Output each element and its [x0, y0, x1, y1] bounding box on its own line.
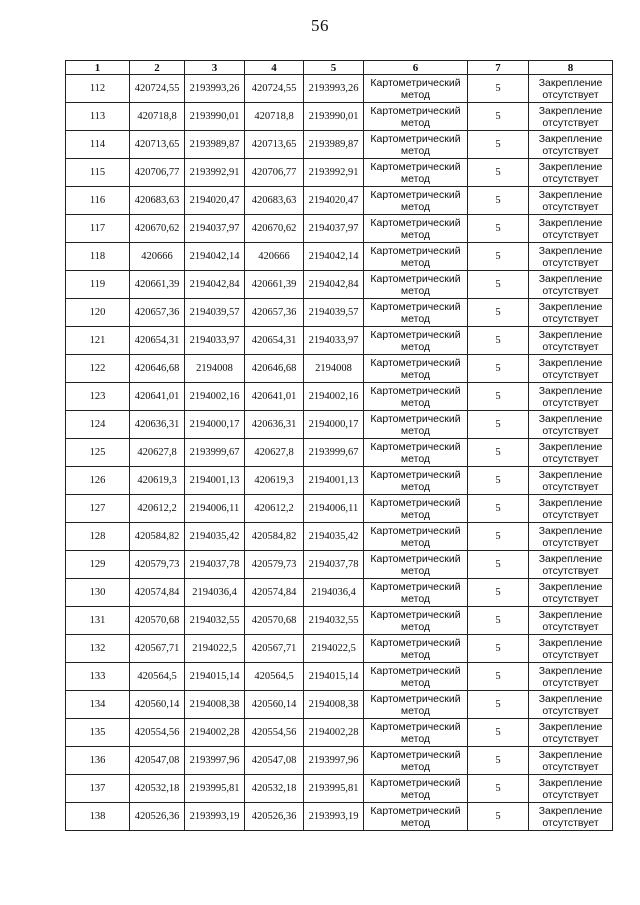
table-row	[66, 523, 613, 551]
x-refined-cell: 420526,36	[245, 803, 304, 831]
point-number-cell: 121	[66, 327, 130, 355]
fixing-cell: Закрепление отсутствует	[529, 355, 613, 383]
fixing-cell: Закрепление отсутствует	[529, 467, 613, 495]
method-cell: Картометрический метод	[364, 439, 468, 467]
y-existing-cell: 2194035,42	[185, 523, 245, 551]
header-cell: 8	[529, 61, 613, 75]
method-cell: Картометрический метод	[364, 523, 468, 551]
method-cell: Картометрический метод	[364, 243, 468, 271]
point-number-cell: 112	[66, 75, 130, 103]
x-refined-cell: 420718,8	[245, 103, 304, 131]
fixing-cell: Закрепление отсутствует	[529, 75, 613, 103]
point-number-cell: 132	[66, 635, 130, 663]
fixing-cell: Закрепление отсутствует	[529, 803, 613, 831]
y-refined-cell: 2193990,01	[304, 103, 364, 131]
point-number-cell: 129	[66, 551, 130, 579]
y-refined-cell: 2193992,91	[304, 159, 364, 187]
y-refined-cell: 2193999,67	[304, 439, 364, 467]
point-number-cell: 126	[66, 467, 130, 495]
method-cell: Картометрический метод	[364, 327, 468, 355]
y-refined-cell: 2194015,14	[304, 663, 364, 691]
x-existing-cell: 420574,84	[130, 579, 185, 607]
method-cell: Картометрический метод	[364, 495, 468, 523]
point-number-cell: 134	[66, 691, 130, 719]
y-existing-cell: 2194032,55	[185, 607, 245, 635]
accuracy-cell: 5	[468, 467, 529, 495]
accuracy-cell: 5	[468, 243, 529, 271]
x-refined-cell: 420706,77	[245, 159, 304, 187]
accuracy-cell: 5	[468, 215, 529, 243]
x-refined-cell: 420666	[245, 243, 304, 271]
x-refined-cell: 420567,71	[245, 635, 304, 663]
header-cell: 3	[185, 61, 245, 75]
x-existing-cell: 420564,5	[130, 663, 185, 691]
x-existing-cell: 420661,39	[130, 271, 185, 299]
fixing-cell: Закрепление отсутствует	[529, 663, 613, 691]
y-refined-cell: 2194042,14	[304, 243, 364, 271]
y-refined-cell: 2194001,13	[304, 467, 364, 495]
y-existing-cell: 2194036,4	[185, 579, 245, 607]
method-cell: Картометрический метод	[364, 271, 468, 299]
point-number-cell: 125	[66, 439, 130, 467]
y-existing-cell: 2193989,87	[185, 131, 245, 159]
y-refined-cell: 2193989,87	[304, 131, 364, 159]
method-cell: Картометрический метод	[364, 75, 468, 103]
x-existing-cell: 420619,3	[130, 467, 185, 495]
point-number-cell: 135	[66, 719, 130, 747]
y-existing-cell: 2193997,96	[185, 747, 245, 775]
method-cell: Картометрический метод	[364, 131, 468, 159]
method-cell: Картометрический метод	[364, 747, 468, 775]
accuracy-cell: 5	[468, 131, 529, 159]
fixing-cell: Закрепление отсутствует	[529, 747, 613, 775]
accuracy-cell: 5	[468, 803, 529, 831]
x-existing-cell: 420612,2	[130, 495, 185, 523]
y-refined-cell: 2194002,16	[304, 383, 364, 411]
point-number-cell: 123	[66, 383, 130, 411]
method-cell: Картометрический метод	[364, 467, 468, 495]
x-existing-cell: 420718,8	[130, 103, 185, 131]
x-refined-cell: 420560,14	[245, 691, 304, 719]
fixing-cell: Закрепление отсутствует	[529, 551, 613, 579]
x-refined-cell: 420554,56	[245, 719, 304, 747]
x-existing-cell: 420641,01	[130, 383, 185, 411]
accuracy-cell: 5	[468, 663, 529, 691]
x-refined-cell: 420547,08	[245, 747, 304, 775]
x-existing-cell: 420666	[130, 243, 185, 271]
y-refined-cell: 2193993,19	[304, 803, 364, 831]
y-refined-cell: 2194006,11	[304, 495, 364, 523]
fixing-cell: Закрепление отсутствует	[529, 495, 613, 523]
coordinates-table	[65, 60, 613, 831]
x-existing-cell: 420646,68	[130, 355, 185, 383]
x-existing-cell: 420670,62	[130, 215, 185, 243]
x-refined-cell: 420661,39	[245, 271, 304, 299]
accuracy-cell: 5	[468, 271, 529, 299]
accuracy-cell: 5	[468, 607, 529, 635]
x-refined-cell: 420584,82	[245, 523, 304, 551]
x-refined-cell: 420574,84	[245, 579, 304, 607]
table-row	[66, 187, 613, 215]
y-existing-cell: 2193993,26	[185, 75, 245, 103]
header-cell: 6	[364, 61, 468, 75]
table-row	[66, 439, 613, 467]
accuracy-cell: 5	[468, 299, 529, 327]
x-refined-cell: 420612,2	[245, 495, 304, 523]
method-cell: Картометрический метод	[364, 215, 468, 243]
x-refined-cell: 420641,01	[245, 383, 304, 411]
method-cell: Картометрический метод	[364, 355, 468, 383]
y-existing-cell: 2194000,17	[185, 411, 245, 439]
accuracy-cell: 5	[468, 635, 529, 663]
y-refined-cell: 2194022,5	[304, 635, 364, 663]
point-number-cell: 136	[66, 747, 130, 775]
y-existing-cell: 2194002,16	[185, 383, 245, 411]
table-row	[66, 243, 613, 271]
x-existing-cell: 420554,56	[130, 719, 185, 747]
method-cell: Картометрический метод	[364, 579, 468, 607]
fixing-cell: Закрепление отсутствует	[529, 103, 613, 131]
fixing-cell: Закрепление отсутствует	[529, 327, 613, 355]
x-existing-cell: 420579,73	[130, 551, 185, 579]
y-existing-cell: 2194033,97	[185, 327, 245, 355]
x-refined-cell: 420564,5	[245, 663, 304, 691]
y-refined-cell: 2193995,81	[304, 775, 364, 803]
fixing-cell: Закрепление отсутствует	[529, 775, 613, 803]
point-number-cell: 120	[66, 299, 130, 327]
y-existing-cell: 2194022,5	[185, 635, 245, 663]
x-refined-cell: 420654,31	[245, 327, 304, 355]
accuracy-cell: 5	[468, 523, 529, 551]
x-refined-cell: 420657,36	[245, 299, 304, 327]
fixing-cell: Закрепление отсутствует	[529, 691, 613, 719]
x-existing-cell: 420547,08	[130, 747, 185, 775]
fixing-cell: Закрепление отсутствует	[529, 383, 613, 411]
fixing-cell: Закрепление отсутствует	[529, 215, 613, 243]
method-cell: Картометрический метод	[364, 411, 468, 439]
header-cell: 5	[304, 61, 364, 75]
y-refined-cell: 2194033,97	[304, 327, 364, 355]
point-number-cell: 115	[66, 159, 130, 187]
x-existing-cell: 420570,68	[130, 607, 185, 635]
method-cell: Картометрический метод	[364, 775, 468, 803]
x-existing-cell: 420724,55	[130, 75, 185, 103]
table-row	[66, 691, 613, 719]
x-existing-cell: 420532,18	[130, 775, 185, 803]
y-existing-cell: 2194002,28	[185, 719, 245, 747]
table-row	[66, 383, 613, 411]
x-existing-cell: 420584,82	[130, 523, 185, 551]
y-refined-cell: 2194037,97	[304, 215, 364, 243]
accuracy-cell: 5	[468, 579, 529, 607]
y-existing-cell: 2194042,14	[185, 243, 245, 271]
accuracy-cell: 5	[468, 691, 529, 719]
x-refined-cell: 420627,8	[245, 439, 304, 467]
method-cell: Картометрический метод	[364, 635, 468, 663]
x-refined-cell: 420570,68	[245, 607, 304, 635]
accuracy-cell: 5	[468, 187, 529, 215]
point-number-cell: 137	[66, 775, 130, 803]
y-existing-cell: 2193993,19	[185, 803, 245, 831]
x-refined-cell: 420619,3	[245, 467, 304, 495]
table-row	[66, 75, 613, 103]
y-refined-cell: 2194000,17	[304, 411, 364, 439]
y-existing-cell: 2194006,11	[185, 495, 245, 523]
table-row	[66, 131, 613, 159]
x-existing-cell: 420713,65	[130, 131, 185, 159]
method-cell: Картометрический метод	[364, 551, 468, 579]
fixing-cell: Закрепление отсутствует	[529, 243, 613, 271]
point-number-cell: 122	[66, 355, 130, 383]
y-existing-cell: 2193995,81	[185, 775, 245, 803]
accuracy-cell: 5	[468, 439, 529, 467]
x-existing-cell: 420654,31	[130, 327, 185, 355]
table-row	[66, 719, 613, 747]
fixing-cell: Закрепление отсутствует	[529, 299, 613, 327]
table-row	[66, 299, 613, 327]
table-row	[66, 775, 613, 803]
method-cell: Картометрический метод	[364, 187, 468, 215]
fixing-cell: Закрепление отсутствует	[529, 439, 613, 467]
table-row	[66, 663, 613, 691]
y-refined-cell: 2194008	[304, 355, 364, 383]
accuracy-cell: 5	[468, 355, 529, 383]
table-row	[66, 467, 613, 495]
point-number-cell: 118	[66, 243, 130, 271]
x-refined-cell: 420646,68	[245, 355, 304, 383]
table-row	[66, 607, 613, 635]
fixing-cell: Закрепление отсутствует	[529, 131, 613, 159]
table-row	[66, 215, 613, 243]
method-cell: Картометрический метод	[364, 719, 468, 747]
y-existing-cell: 2194037,97	[185, 215, 245, 243]
y-refined-cell: 2194035,42	[304, 523, 364, 551]
y-refined-cell: 2194042,84	[304, 271, 364, 299]
x-refined-cell: 420724,55	[245, 75, 304, 103]
method-cell: Картометрический метод	[364, 103, 468, 131]
header-cell: 7	[468, 61, 529, 75]
y-refined-cell: 2194002,28	[304, 719, 364, 747]
table-row	[66, 355, 613, 383]
header-cell: 4	[245, 61, 304, 75]
point-number-cell: 127	[66, 495, 130, 523]
accuracy-cell: 5	[468, 719, 529, 747]
point-number-cell: 131	[66, 607, 130, 635]
fixing-cell: Закрепление отсутствует	[529, 523, 613, 551]
table-row	[66, 747, 613, 775]
y-existing-cell: 2193992,91	[185, 159, 245, 187]
y-existing-cell: 2194037,78	[185, 551, 245, 579]
accuracy-cell: 5	[468, 159, 529, 187]
fixing-cell: Закрепление отсутствует	[529, 411, 613, 439]
point-number-cell: 124	[66, 411, 130, 439]
y-refined-cell: 2193993,26	[304, 75, 364, 103]
x-existing-cell: 420706,77	[130, 159, 185, 187]
y-refined-cell: 2194039,57	[304, 299, 364, 327]
y-existing-cell: 2193999,67	[185, 439, 245, 467]
page-number: 56	[311, 16, 329, 35]
x-refined-cell: 420683,63	[245, 187, 304, 215]
y-refined-cell: 2194032,55	[304, 607, 364, 635]
fixing-cell: Закрепление отсутствует	[529, 271, 613, 299]
x-existing-cell: 420657,36	[130, 299, 185, 327]
x-refined-cell: 420579,73	[245, 551, 304, 579]
accuracy-cell: 5	[468, 327, 529, 355]
header-cell: 2	[130, 61, 185, 75]
fixing-cell: Закрепление отсутствует	[529, 187, 613, 215]
y-refined-cell: 2194036,4	[304, 579, 364, 607]
table-row	[66, 271, 613, 299]
table-row	[66, 159, 613, 187]
accuracy-cell: 5	[468, 75, 529, 103]
method-cell: Картометрический метод	[364, 691, 468, 719]
point-number-cell: 119	[66, 271, 130, 299]
x-existing-cell: 420683,63	[130, 187, 185, 215]
table-row	[66, 103, 613, 131]
x-refined-cell: 420636,31	[245, 411, 304, 439]
y-existing-cell: 2194008,38	[185, 691, 245, 719]
table-row	[66, 327, 613, 355]
y-existing-cell: 2194001,13	[185, 467, 245, 495]
x-existing-cell: 420526,36	[130, 803, 185, 831]
x-refined-cell: 420713,65	[245, 131, 304, 159]
accuracy-cell: 5	[468, 383, 529, 411]
y-existing-cell: 2194008	[185, 355, 245, 383]
y-existing-cell: 2194020,47	[185, 187, 245, 215]
method-cell: Картометрический метод	[364, 663, 468, 691]
method-cell: Картометрический метод	[364, 299, 468, 327]
y-refined-cell: 2194020,47	[304, 187, 364, 215]
x-existing-cell: 420567,71	[130, 635, 185, 663]
method-cell: Картометрический метод	[364, 803, 468, 831]
table-row	[66, 495, 613, 523]
table-header-row	[66, 61, 613, 75]
fixing-cell: Закрепление отсутствует	[529, 579, 613, 607]
table-row	[66, 803, 613, 831]
point-number-cell: 117	[66, 215, 130, 243]
table-body	[66, 75, 613, 831]
y-existing-cell: 2193990,01	[185, 103, 245, 131]
accuracy-cell: 5	[468, 747, 529, 775]
table-row	[66, 579, 613, 607]
y-existing-cell: 2194042,84	[185, 271, 245, 299]
x-existing-cell: 420636,31	[130, 411, 185, 439]
accuracy-cell: 5	[468, 411, 529, 439]
fixing-cell: Закрепление отсутствует	[529, 719, 613, 747]
header-cell: 1	[66, 61, 130, 75]
accuracy-cell: 5	[468, 495, 529, 523]
table-row	[66, 635, 613, 663]
x-existing-cell: 420560,14	[130, 691, 185, 719]
x-refined-cell: 420532,18	[245, 775, 304, 803]
y-refined-cell: 2194037,78	[304, 551, 364, 579]
fixing-cell: Закрепление отсутствует	[529, 159, 613, 187]
point-number-cell: 130	[66, 579, 130, 607]
point-number-cell: 114	[66, 131, 130, 159]
y-existing-cell: 2194039,57	[185, 299, 245, 327]
accuracy-cell: 5	[468, 775, 529, 803]
point-number-cell: 138	[66, 803, 130, 831]
y-refined-cell: 2194008,38	[304, 691, 364, 719]
table-row	[66, 551, 613, 579]
fixing-cell: Закрепление отсутствует	[529, 635, 613, 663]
x-refined-cell: 420670,62	[245, 215, 304, 243]
point-number-cell: 116	[66, 187, 130, 215]
fixing-cell: Закрепление отсутствует	[529, 607, 613, 635]
point-number-cell: 133	[66, 663, 130, 691]
accuracy-cell: 5	[468, 103, 529, 131]
y-refined-cell: 2193997,96	[304, 747, 364, 775]
method-cell: Картометрический метод	[364, 383, 468, 411]
method-cell: Картометрический метод	[364, 607, 468, 635]
point-number-cell: 113	[66, 103, 130, 131]
point-number-cell: 128	[66, 523, 130, 551]
x-existing-cell: 420627,8	[130, 439, 185, 467]
table-row	[66, 411, 613, 439]
method-cell: Картометрический метод	[364, 159, 468, 187]
accuracy-cell: 5	[468, 551, 529, 579]
y-existing-cell: 2194015,14	[185, 663, 245, 691]
